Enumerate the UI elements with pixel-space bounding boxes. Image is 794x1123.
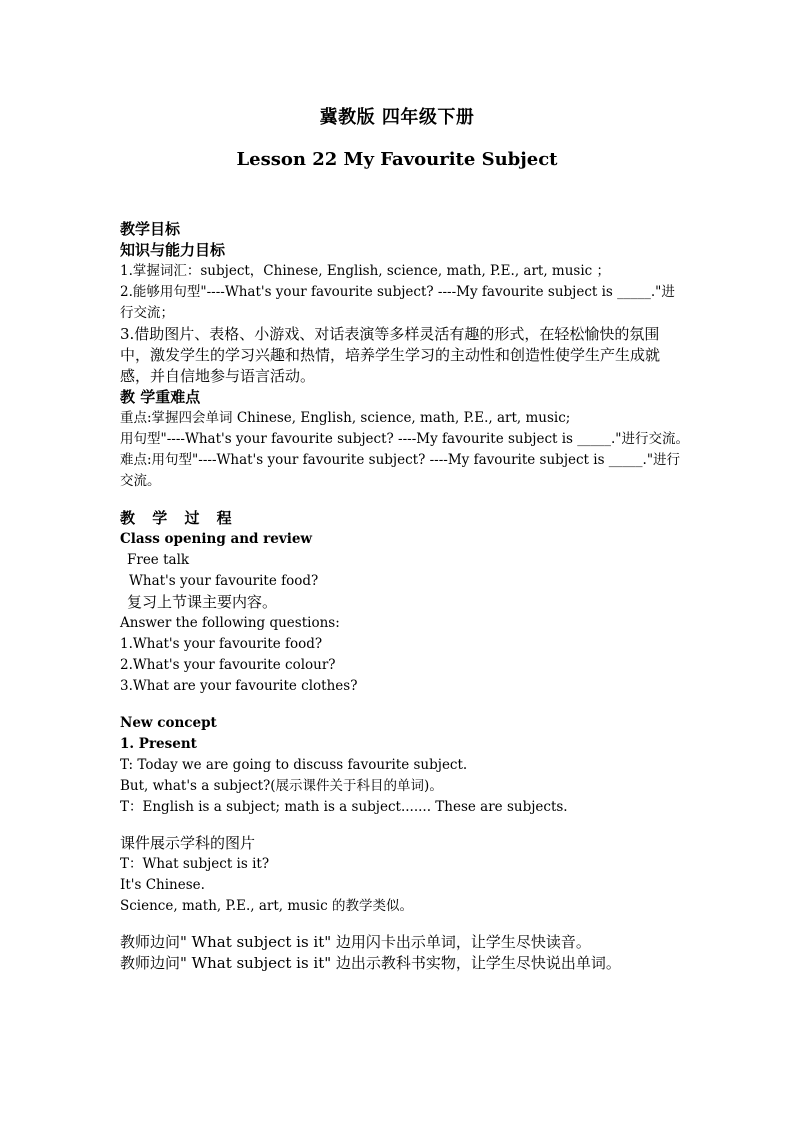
knowledge-ability-heading: 知识与能力目标 [120,241,226,259]
teacher-line-1: T: Today we are going to discuss favourite subject. [120,757,468,773]
process-heading: 教 学 过 程 [120,509,238,527]
key-point-line-1: 重点:掌握四会单词 Chinese, English, science, math, P.E., art, music; [120,410,571,426]
spacer [120,697,686,713]
courseware-line: 课件展示学科的图片 [120,834,256,852]
spacer [120,818,686,833]
textbook-line: 教师边问" What subject is it" 边出示教科书实物，让学生尽快说出单词。 [120,954,621,972]
question-2: 2.What's your favourite colour? [120,657,336,673]
answer-questions-line: Answer the following questions: [120,615,340,631]
document-title: 冀教版 四年级下册 [319,107,475,128]
objectives-heading: 教学目标 [120,220,181,238]
similar-teaching-line: Science, math, P.E., art, music 的教学类似。 [120,898,413,914]
free-talk-line: Free talk [127,552,190,568]
spacer [120,917,686,932]
objective-item-1: 1.掌握词汇：subject，Chinese, English, science, math, P.E., art, music ； [120,263,611,279]
objective-item-3: 3.借助图片、表格、小游戏、对话表演等多样灵活有趣的形式，在轻松愉快的氛围中，激发学生的学习兴趣和热情，培养学生学习的主动性和创造性使学生产生成就感，并自信地参与语言活动。 [120,325,661,385]
document-body [120,219,690,974]
new-concept-heading: New concept [120,715,217,731]
spacer [120,492,686,508]
teacher-line-3: T：English is a subject; math is a subject....... These are subjects. [120,799,568,815]
key-point-line-2: 用句型"----What's your favourite subject? ----My favourite subject is _____."进行交流。 [120,431,690,447]
question-1: 1.What's your favourite food? [120,636,323,652]
teacher-line-2: But, what's a subject?(展示课件关于科目的单词)。 [120,778,443,794]
objective-item-2: 2.能够用句型"----What's your favourite subject? ----My favourite subject is _____."进行交流； [120,284,675,321]
key-points-heading: 教 学重难点 [120,388,201,406]
difficult-point-line: 难点:用句型"----What's your favourite subject? ----My favourite subject is _____."进行交流。 [120,452,681,489]
flashcard-line: 教师边问" What subject is it" 边用闪卡出示单词，让学生尽快读音。 [120,933,591,951]
teacher-question-line: T：What subject is it? [120,856,270,872]
class-opening-heading: Class opening and review [120,531,313,547]
lesson-title: Lesson 22 My Favourite Subject [236,149,558,170]
present-heading: 1. Present [120,736,197,752]
student-answer-line: It's Chinese. [120,877,205,893]
review-line: 复习上节课主要内容。 [127,593,278,611]
question-3: 3.What are your favourite clothes? [120,678,358,694]
free-talk-question: What's your favourite food? [129,573,319,589]
